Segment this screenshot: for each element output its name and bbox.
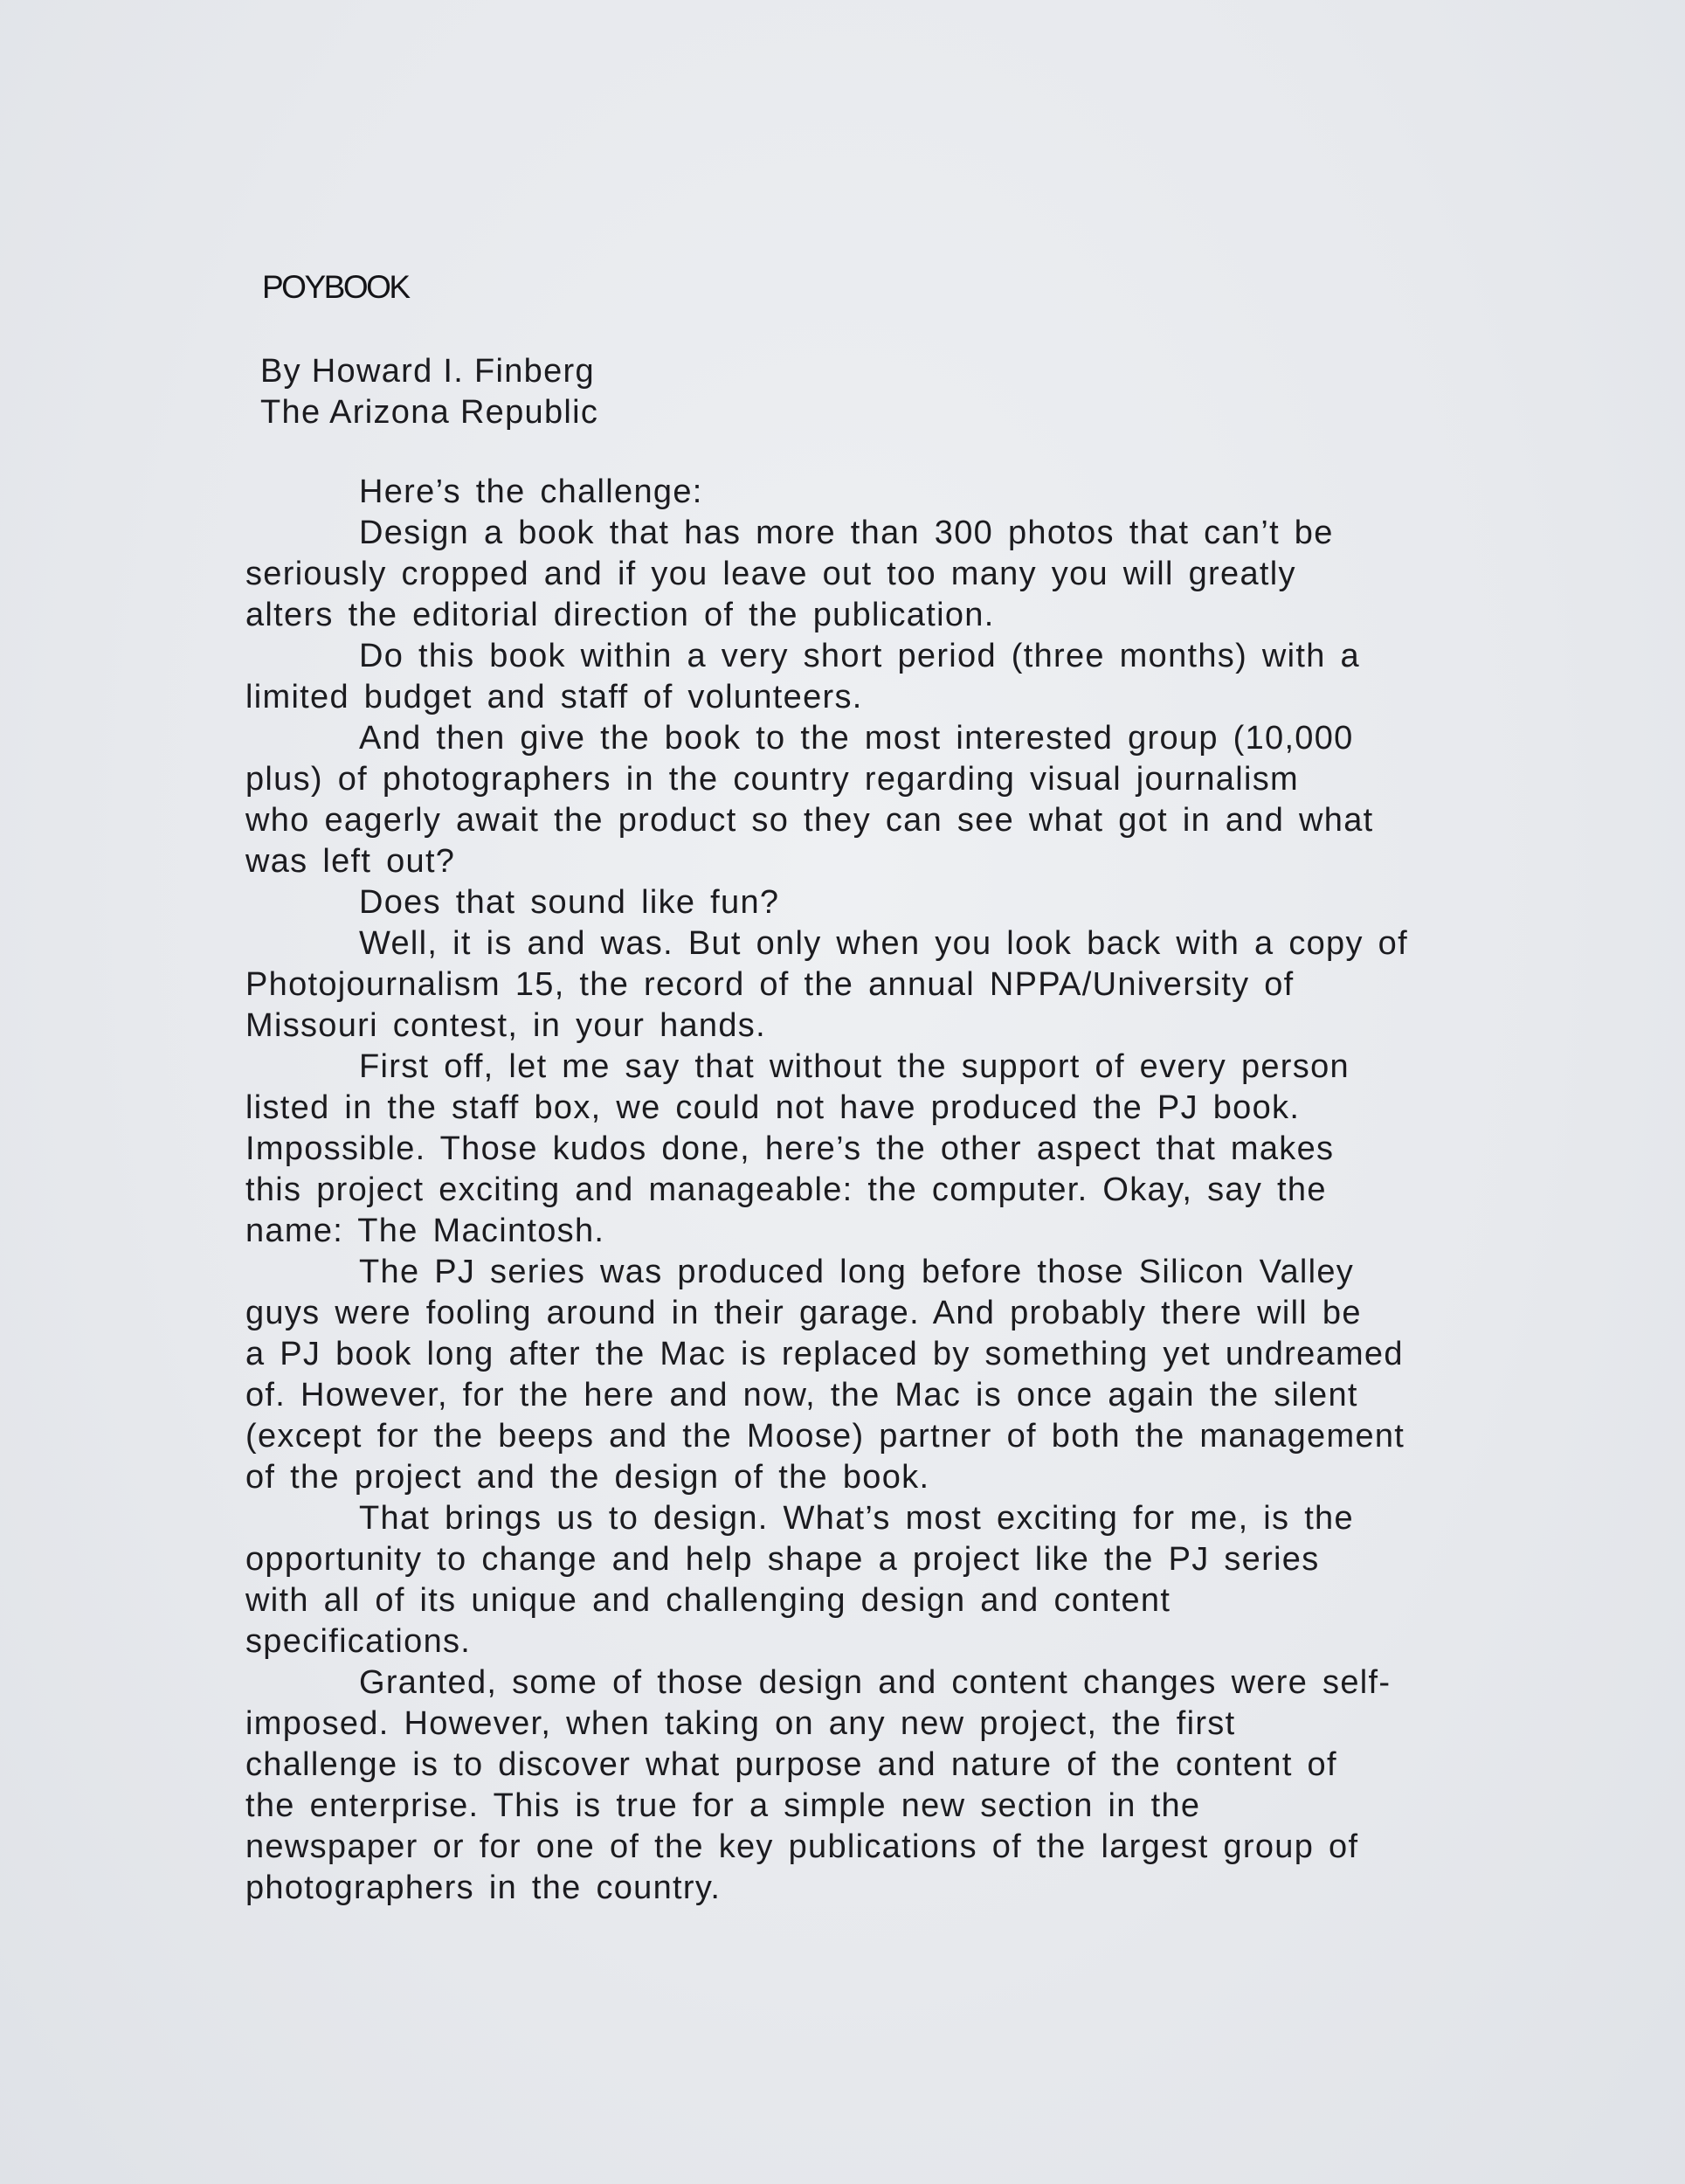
- text-line: And then give the book to the most interested group (10,000: [359, 720, 1354, 757]
- text-line: The PJ series was produced long before those Silicon Valley: [359, 1254, 1355, 1290]
- byline-publication: The Arizona Republic: [260, 394, 599, 431]
- text-line: of. However, for the here and now, the Mac is once again the silent: [245, 1377, 1358, 1413]
- text-line: imposed. However, when taking on any new project, the first: [245, 1705, 1236, 1742]
- text-line: Does that sound like fun?: [359, 884, 780, 921]
- text-line: plus) of photographers in the country regarding visual journalism: [245, 761, 1299, 798]
- text-line: with all of its unique and challenging design and content: [245, 1582, 1171, 1619]
- text-line: Here’s the challenge:: [359, 473, 703, 510]
- text-line: name: The Macintosh.: [245, 1213, 605, 1249]
- text-line: alters the editorial direction of the publication.: [245, 597, 995, 633]
- text-line: seriously cropped and if you leave out too many you will greatly: [245, 556, 1296, 592]
- text-line: newspaper or for one of the key publications of the largest group of: [245, 1828, 1359, 1865]
- byline-author: By Howard I. Finberg: [260, 353, 595, 390]
- text-line: who eagerly await the product so they can see what got in and what: [245, 802, 1374, 839]
- text-line: Impossible. Those kudos done, here’s the other aspect that makes: [245, 1130, 1335, 1167]
- article-body: [245, 472, 1468, 1909]
- text-line: Do this book within a very short period (three months) with a: [359, 638, 1360, 674]
- text-line: was left out?: [245, 843, 456, 880]
- text-line: opportunity to change and help shape a project like the PJ series: [245, 1541, 1320, 1578]
- text-line: That brings us to design. What’s most exciting for me, is the: [359, 1500, 1354, 1537]
- document-heading: POYBOOK: [262, 269, 409, 305]
- text-line: of the project and the design of the book.: [245, 1459, 930, 1496]
- text-line: Missouri contest, in your hands.: [245, 1007, 766, 1044]
- text-line: challenge is to discover what purpose and nature of the content of: [245, 1746, 1337, 1783]
- text-line: listed in the staff box, we could not have produced the PJ book.: [245, 1089, 1301, 1126]
- text-line: specifications.: [245, 1623, 472, 1660]
- text-line: Granted, some of those design and content changes were self-: [359, 1664, 1392, 1701]
- text-line: this project exciting and manageable: the computer. Okay, say the: [245, 1171, 1327, 1208]
- text-line: a PJ book long after the Mac is replaced by something yet undreamed: [245, 1336, 1404, 1372]
- text-line: guys were fooling around in their garage. And probably there will be: [245, 1295, 1362, 1331]
- text-line: First off, let me say that without the support of every person: [359, 1048, 1350, 1085]
- text-line: Photojournalism 15, the record of the annual NPPA/University of: [245, 966, 1295, 1003]
- text-line: limited budget and staff of volunteers.: [245, 679, 863, 715]
- text-line: Well, it is and was. But only when you look back with a copy of: [359, 925, 1408, 962]
- text-line: Design a book that has more than 300 photos that can’t be: [359, 515, 1334, 551]
- text-line: the enterprise. This is true for a simple new section in the: [245, 1787, 1201, 1824]
- text-line: (except for the beeps and the Moose) partner of both the management: [245, 1418, 1405, 1455]
- byline: [260, 351, 598, 433]
- text-line: photographers in the country.: [245, 1870, 722, 1906]
